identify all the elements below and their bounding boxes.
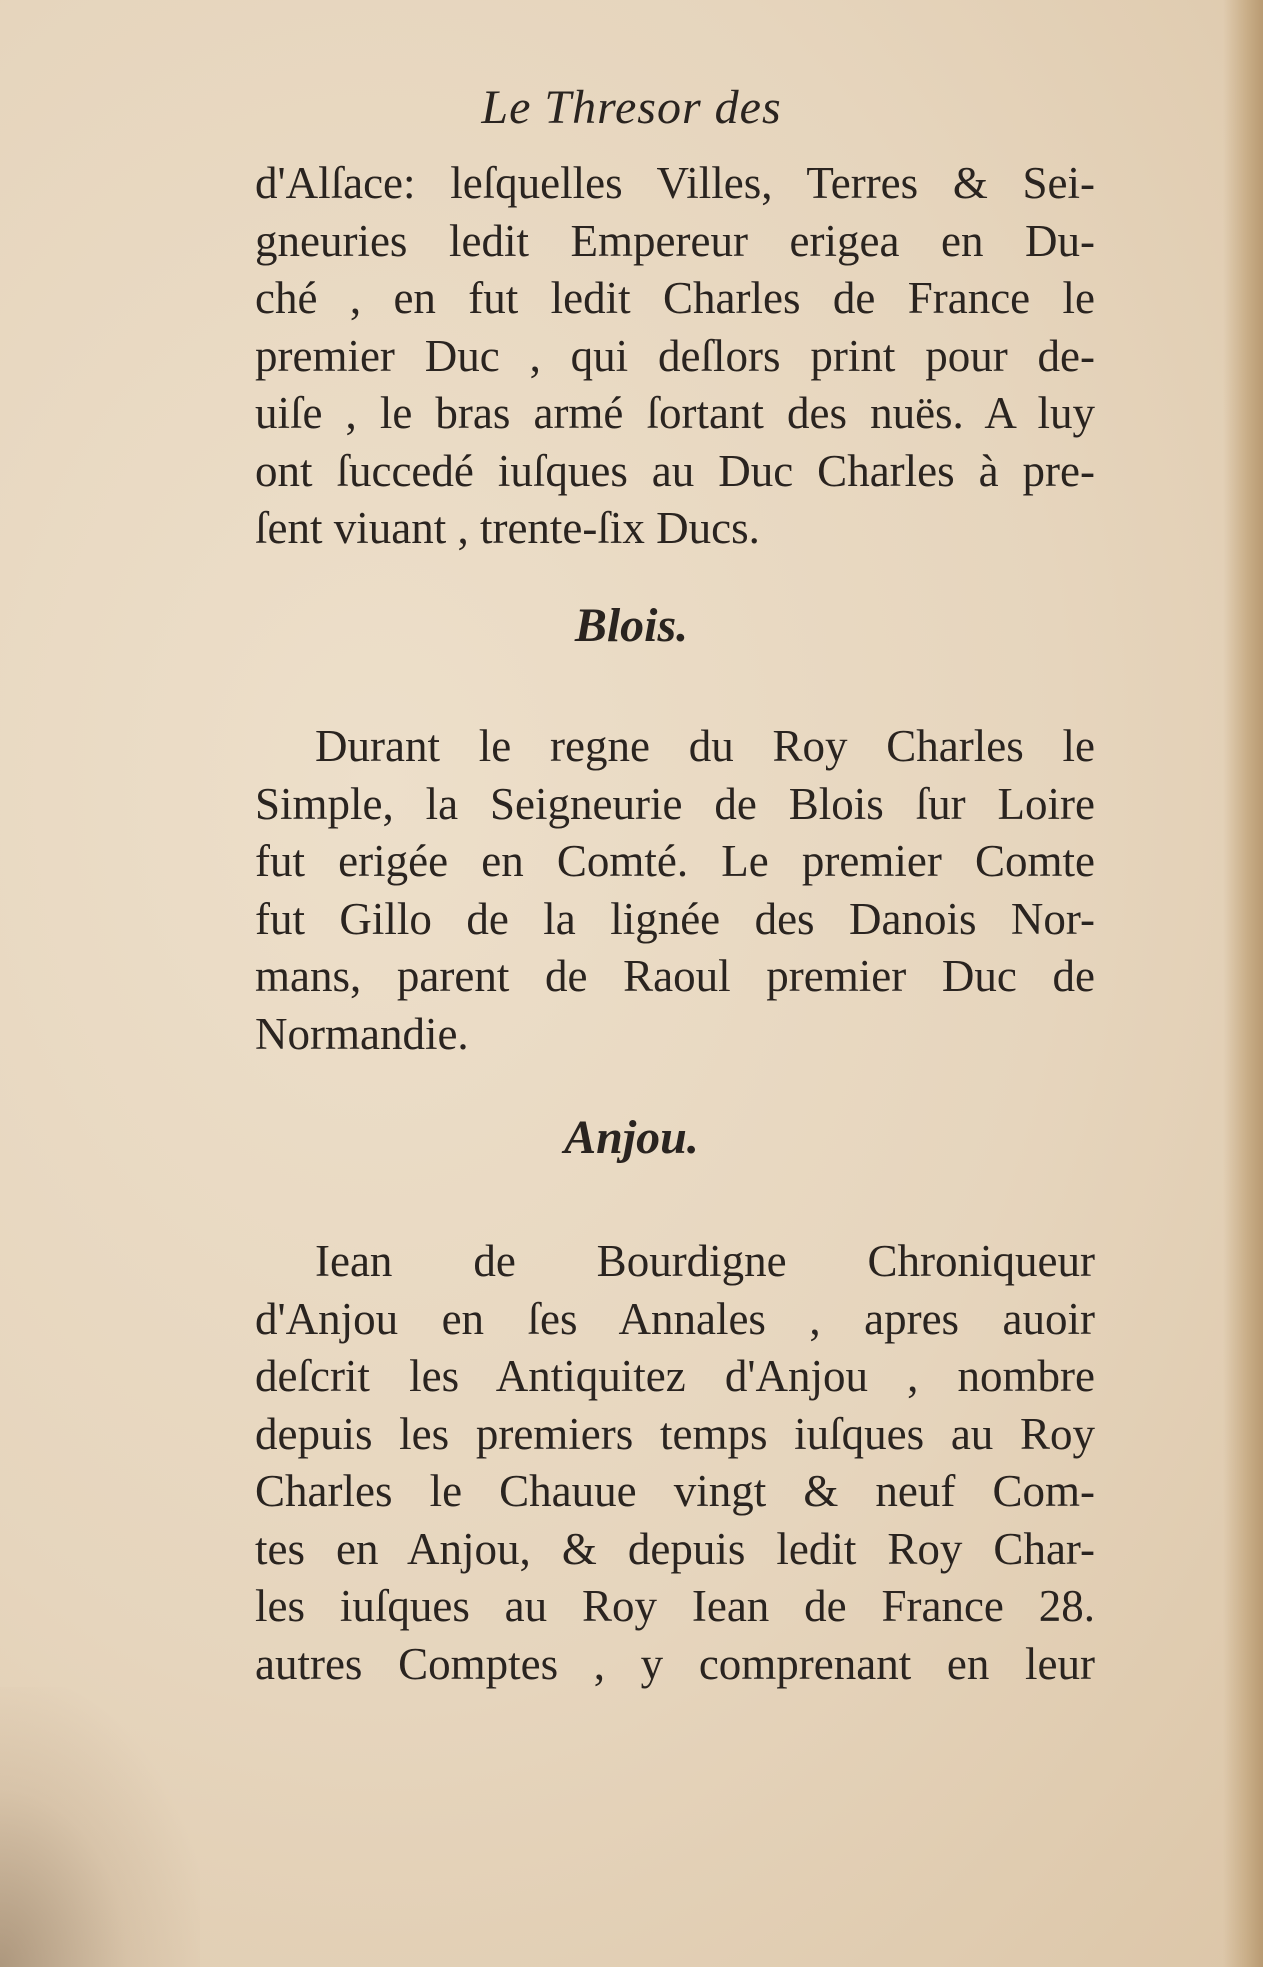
text-line: Iean de Bourdigne Chroniqueur (315, 1236, 1095, 1286)
text-line: d'Alſace: leſquelles Villes, Terres & Sei- (255, 158, 1095, 208)
text-line: mans, parent de Raoul premier Duc de (255, 951, 1095, 1001)
text-line: Charles le Chauue vingt & neuf Com- (255, 1466, 1095, 1516)
text-line: ché , en fut ledit Charles de France le (255, 273, 1095, 323)
text-line: ont ſuccedé iuſques au Duc Charles à pre- (255, 445, 1095, 496)
text-line: les iuſques au Roy Iean de France 28. (255, 1581, 1095, 1631)
text-line: Normandie. (255, 1008, 469, 1059)
page-stain (0, 1687, 200, 1967)
section-heading-anjou: Anjou. (564, 1111, 699, 1164)
paragraph-anjou (255, 1233, 1095, 1693)
text-line: d'Anjou en ſes Annales , apres auoir (255, 1293, 1095, 1344)
text-line: premier Duc , qui deſlors print pour de- (255, 330, 1095, 381)
text-line: uiſe , le bras armé ſortant des nuës. A luy (255, 388, 1095, 438)
text-line: ſent viuant , trente-ſix Ducs. (255, 503, 760, 553)
running-head: Le Thresor des (481, 81, 782, 134)
text-line: Durant le regne du Roy Charles le (315, 721, 1095, 771)
text-line: fut Gillo de la lignée des Danois Nor- (255, 893, 1095, 944)
text-line: gneuries ledit Empereur erigea en Du- (255, 215, 1095, 266)
page-edge (1223, 0, 1263, 1967)
text-line: tes en Anjou, & depuis ledit Roy Char- (255, 1523, 1095, 1574)
section-heading-blois: Blois. (574, 599, 689, 652)
paragraph-blois (255, 718, 1095, 1063)
paragraph-continuation (255, 155, 1095, 558)
text-line: autres Comptes , y comprenant en leur (255, 1638, 1095, 1689)
text-line: depuis les premiers temps iuſques au Roy (255, 1408, 1095, 1459)
text-line: deſcrit les Antiquitez d'Anjou , nombre (255, 1351, 1095, 1401)
text-line: Simple, la Seigneurie de Blois ſur Loire (255, 778, 1095, 829)
text-line: fut erigée en Comté. Le premier Comte (255, 836, 1095, 886)
